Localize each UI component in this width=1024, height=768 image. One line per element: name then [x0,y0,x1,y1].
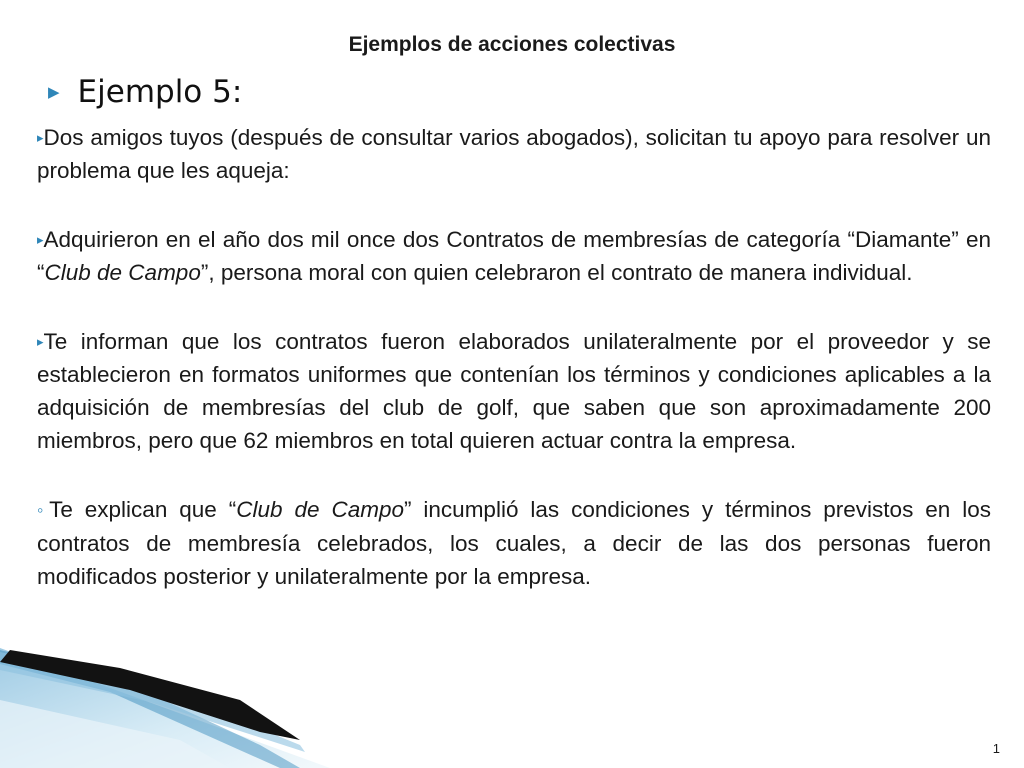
paragraph-text: Adquirieron en el año dos mil once dos Contratos de membresías de categoría “Diamante” en “ [37,227,991,285]
italic-text: Club de Campo [236,497,404,522]
bullet-paragraph [37,325,991,457]
bullet-paragraph [37,121,991,187]
paragraph-text: Te informan que los contratos fueron elaborados unilateralmente por el proveedor y se establecieron en formatos uniformes que contenían los términos y condiciones aplicables a la adquisición de membresías del club de golf, que saben que son aproximadamente 200 miembros, pero que 62 miembros en total quieren actuar contra la empresa. [37,329,991,453]
triangle-bullet-icon: ▸ [37,232,44,247]
bullet-paragraph [37,493,991,593]
bullet-paragraph [37,223,991,289]
slide-title: Ejemplos de acciones colectivas [348,33,676,56]
page-number: 1 [992,741,1000,756]
paragraph-text: Dos amigos tuyos (después de consultar varios abogados), solicitan tu apoyo para resolver un problema que les aqueja: [37,125,991,183]
circle-bullet-icon: ◦ [37,500,50,520]
example-heading-text: Ejemplo 5: [77,74,243,110]
triangle-bullet-icon: ▶ [48,83,60,101]
triangle-bullet-icon: ▸ [37,334,44,349]
paragraph-text: ”, persona moral con quien celebraron el contrato de manera individual. [200,260,913,285]
italic-text: Club de Campo [44,260,201,285]
paragraph-text: ” incumplió las condiciones y términos previstos en los contratos de membresía celebrados, los cuales, a decir de las dos personas fueron modificados posterior y unilateralmente por la empresa. [37,497,991,589]
example-heading [48,74,242,110]
paragraph-text: Te explican que “ [49,497,237,522]
slide-body [37,121,991,629]
triangle-bullet-icon: ▸ [37,130,44,145]
